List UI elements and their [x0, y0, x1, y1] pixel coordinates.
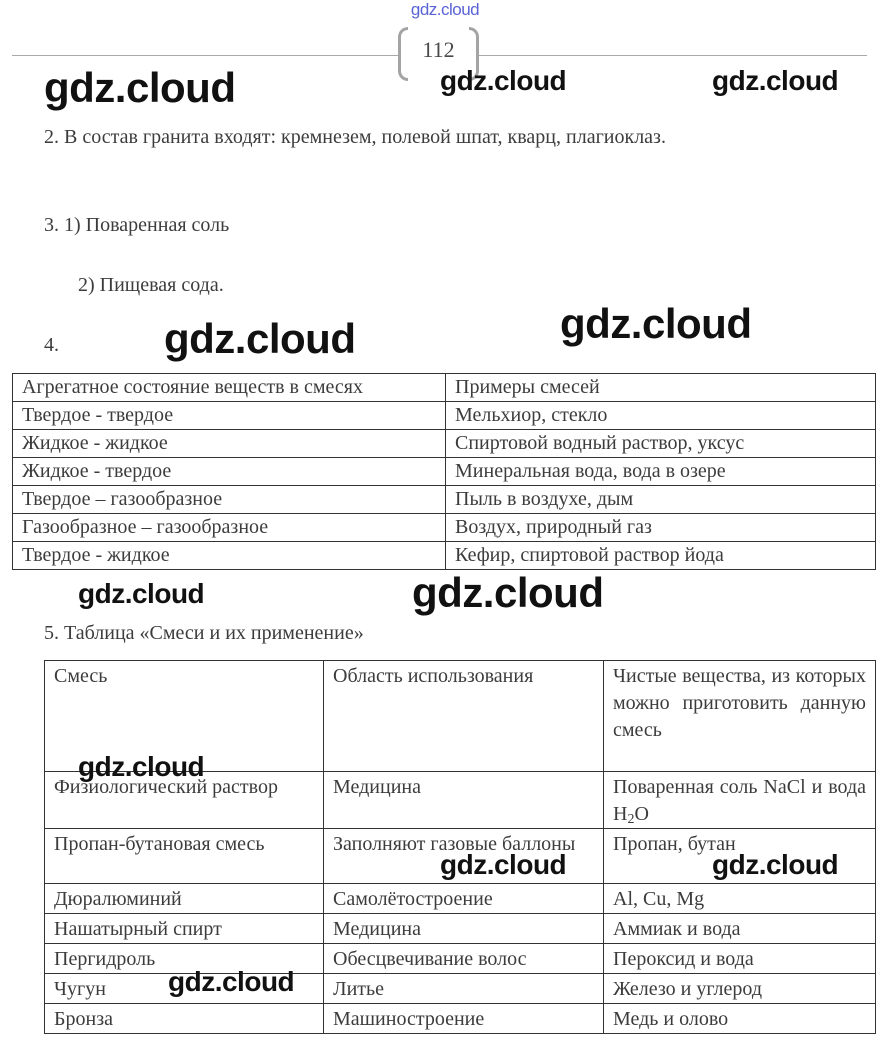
watermark: gdz.cloud — [440, 849, 567, 880]
watermark: gdz.cloud — [440, 65, 567, 96]
table-cell: Твердое - жидкое — [13, 542, 446, 570]
table-cell: Минеральная вода, вода в озере — [446, 458, 876, 486]
item-5-title: 5. Таблица «Смеси и их применение» — [44, 622, 364, 644]
table-cell: Литье — [324, 974, 604, 1004]
item-3-line-1: 3. 1) Поваренная соль — [44, 214, 230, 236]
table-cell: Нашатырный спирт — [45, 914, 324, 944]
table-cell: Газообразное – газообразное — [13, 514, 446, 542]
table-row — [45, 1004, 876, 1034]
page-number: 112 — [422, 37, 455, 62]
table-header-cell: Примеры смесей — [446, 374, 876, 402]
table-row — [13, 430, 876, 458]
item-4-label: 4. — [44, 334, 59, 356]
table-cell: Машиностроение — [324, 1004, 604, 1034]
watermark: gdz.cloud — [412, 569, 604, 616]
table-cell: Дюралюминий — [45, 884, 324, 914]
table-cell: Пропан-бутановая смесь — [45, 829, 324, 884]
table-cell: Обесцвечивание волос — [324, 944, 604, 974]
table-row — [45, 884, 876, 914]
table-cell: Медицина — [324, 772, 604, 829]
watermark: gdz.cloud — [78, 578, 205, 609]
table-cell — [604, 772, 876, 829]
table-cell: Железо и углерод — [604, 974, 876, 1004]
table-row — [13, 514, 876, 542]
watermark: gdz.cloud — [164, 315, 356, 362]
table-row — [13, 402, 876, 430]
item-3-line-2: 2) Пищевая сода. — [78, 274, 224, 296]
watermark: gdz.cloud — [712, 849, 839, 880]
table-cell: Бронза — [45, 1004, 324, 1034]
table-header-cell: Агрегатное состояние веществ в смесях — [13, 374, 446, 402]
watermark: gdz.cloud — [44, 64, 236, 111]
table-cell: Самолётостроение — [324, 884, 604, 914]
formula-text: O — [634, 803, 649, 825]
aggregate-state-table — [12, 373, 876, 570]
table-cell: Медь и олово — [604, 1004, 876, 1034]
table-cell: Пыль в воздухе, дым — [446, 486, 876, 514]
table-row — [13, 486, 876, 514]
table-header-cell: Смесь — [45, 661, 324, 772]
table-header-cell: Область использования — [324, 661, 604, 772]
watermark: gdz.cloud — [78, 751, 205, 782]
formula-subscript: 2 — [627, 812, 635, 827]
table-cell: Жидкое - жидкое — [13, 430, 446, 458]
table-cell: Пероксид и вода — [604, 944, 876, 974]
table-row — [13, 542, 876, 570]
table-cell: Пергидроль — [45, 944, 324, 974]
watermark: gdz.cloud — [560, 300, 752, 347]
table-cell: Заполняют газовые баллоны — [324, 829, 604, 884]
table-header-cell: Чистые вещества, из которых можно приготовить данную смесь — [604, 661, 876, 772]
table-cell: Воздух, природный газ — [446, 514, 876, 542]
top-watermark: gdz.cloud — [410, 0, 480, 19]
watermark: gdz.cloud — [712, 65, 839, 96]
page-number-bracket-left — [398, 27, 408, 81]
table-cell: Чугун — [45, 974, 324, 1004]
table-cell: Спиртовой водный раствор, уксус — [446, 430, 876, 458]
table-cell: Пропан, бутан — [604, 829, 876, 884]
table-cell: Мельхиор, стекло — [446, 402, 876, 430]
item-2-text: 2. В состав гранита входят: кремнезем, полевой шпат, кварц, плагиоклаз. — [44, 126, 666, 148]
table-cell: Аммиак и вода — [604, 914, 876, 944]
formula-text: Поваренная соль NaCl и вода H — [613, 776, 866, 825]
table-cell: Твердое - твердое — [13, 402, 446, 430]
table-cell: Твердое – газообразное — [13, 486, 446, 514]
table-cell: Медицина — [324, 914, 604, 944]
table-header-row — [13, 374, 876, 402]
watermark: gdz.cloud — [168, 966, 295, 997]
table-row — [45, 914, 876, 944]
table-cell: Кефир, спиртовой раствор йода — [446, 542, 876, 570]
table-cell: Жидкое - твердое — [13, 458, 446, 486]
table-row — [13, 458, 876, 486]
table-cell: Физиологический раствор — [45, 772, 324, 829]
table-cell: Al, Cu, Mg — [604, 884, 876, 914]
